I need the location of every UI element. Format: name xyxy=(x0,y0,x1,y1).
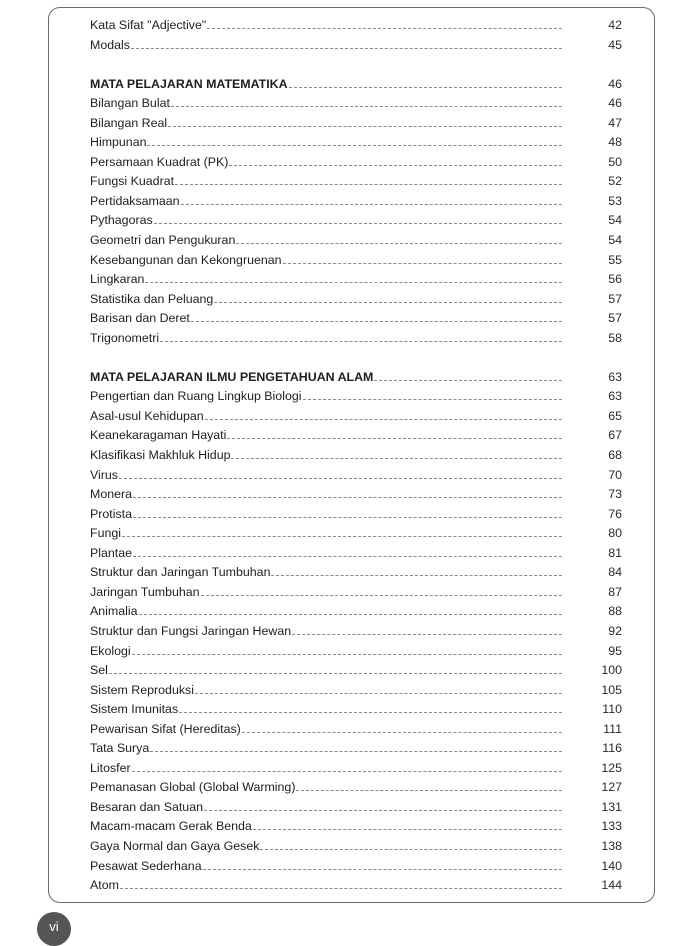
toc-entry[interactable] xyxy=(90,213,622,233)
toc-entry-page: 55 xyxy=(608,252,622,267)
toc-entry-page: 111 xyxy=(603,721,622,736)
dot-leader xyxy=(179,702,562,713)
toc-entry[interactable] xyxy=(90,859,622,879)
toc-entry-page: 53 xyxy=(608,193,622,208)
toc-entry-title: Pemanasan Global (Global Warming) xyxy=(90,780,296,795)
toc-entry-page: 116 xyxy=(602,741,622,756)
dot-leader xyxy=(271,565,562,576)
toc-entry-page: 50 xyxy=(608,154,622,169)
dot-leader xyxy=(205,409,562,420)
dot-leader xyxy=(133,507,562,518)
toc-entry-page: 46 xyxy=(608,96,622,111)
toc-entry[interactable] xyxy=(90,585,622,605)
toc-entry[interactable] xyxy=(90,761,622,781)
dot-leader xyxy=(150,741,562,752)
toc-entry-page: 131 xyxy=(601,799,622,814)
toc-entry-title: Lingkaran xyxy=(90,272,145,287)
toc-entry-page: 57 xyxy=(608,291,622,306)
dot-leader xyxy=(109,663,562,674)
dot-leader xyxy=(289,77,562,88)
toc-entry[interactable] xyxy=(90,624,622,644)
toc-entry-page: 63 xyxy=(608,389,622,404)
dot-leader xyxy=(120,878,562,889)
toc-entry[interactable] xyxy=(90,116,622,136)
toc-entry[interactable] xyxy=(90,389,622,409)
dot-leader xyxy=(171,96,562,107)
toc-entry-page: 81 xyxy=(608,545,622,560)
toc-entry-title: Barisan dan Deret xyxy=(90,311,190,326)
toc-entry-page: 68 xyxy=(608,448,622,463)
toc-entry-title: Sel xyxy=(90,663,108,678)
toc-entry[interactable] xyxy=(90,428,622,448)
toc-entry[interactable] xyxy=(90,409,622,429)
toc-entry[interactable] xyxy=(90,507,622,527)
toc-entry-title: Sistem Reproduksi xyxy=(90,682,194,697)
toc-entry-page: 56 xyxy=(608,272,622,287)
dot-leader xyxy=(195,683,562,694)
dot-leader xyxy=(231,448,562,459)
toc-entry-title: Pewarisan Sifat (Hereditas) xyxy=(90,721,241,736)
dot-leader xyxy=(131,38,562,49)
toc-entry-title: Monera xyxy=(90,487,133,502)
dot-leader xyxy=(122,526,562,537)
toc-entry-page: 84 xyxy=(608,565,622,580)
toc-entry-title: Besaran dan Satuan xyxy=(90,799,203,814)
toc-entry[interactable] xyxy=(90,878,622,898)
toc-entry-title: Asal-usul Kehidupan xyxy=(90,408,204,423)
toc-entry-title: MATA PELAJARAN MATEMATIKA xyxy=(90,76,288,91)
toc-entry-page: 127 xyxy=(601,780,622,795)
dot-leader xyxy=(191,311,562,322)
toc-entry-page: 67 xyxy=(608,428,622,443)
section-spacer xyxy=(90,350,622,370)
toc-entry[interactable] xyxy=(90,663,622,683)
toc-entry[interactable] xyxy=(90,174,622,194)
toc-entry-page: 58 xyxy=(608,330,622,345)
toc-entry-title: Pythagoras xyxy=(90,213,153,228)
dot-leader xyxy=(283,253,562,264)
toc-entry-title: Geometri dan Pengukuran xyxy=(90,233,236,248)
dot-leader xyxy=(207,18,562,29)
toc-entry-title: Trigonometri xyxy=(90,330,160,345)
toc-entry[interactable] xyxy=(90,135,622,155)
toc-entry-title: Pesawat Sederhana xyxy=(90,858,202,873)
dot-leader xyxy=(181,194,562,205)
toc-entry[interactable] xyxy=(90,292,622,312)
toc-entry-title: Atom xyxy=(90,878,119,893)
toc-entry-title: Sistem Imunitas xyxy=(90,702,179,717)
toc-entry-page: 65 xyxy=(608,408,622,423)
toc-entry-title: Jaringan Tumbuhan xyxy=(90,584,200,599)
toc-entry-title: Fungsi Kuadrat xyxy=(90,174,175,189)
toc-entry-title: Pertidaksamaan xyxy=(90,193,180,208)
toc-entry-title: Struktur dan Fungsi Jaringan Hewan xyxy=(90,623,292,638)
toc-entry-title: Animalia xyxy=(90,604,138,619)
toc-entry-title: Protista xyxy=(90,506,133,521)
toc-entry-page: 48 xyxy=(608,135,622,150)
toc-entry-title: Litosfer xyxy=(90,760,131,775)
toc-entry-title: Keanekaragaman Hayati xyxy=(90,428,227,443)
toc-entry[interactable] xyxy=(90,800,622,820)
toc-entry[interactable] xyxy=(90,18,622,38)
toc-entry[interactable] xyxy=(90,819,622,839)
toc-entry[interactable] xyxy=(90,546,622,566)
toc-section-heading[interactable] xyxy=(90,370,622,390)
dot-leader xyxy=(292,624,562,635)
toc-entry[interactable] xyxy=(90,526,622,546)
page-number-badge: vi xyxy=(37,912,71,946)
toc-entry[interactable] xyxy=(90,233,622,253)
toc-entry[interactable] xyxy=(90,448,622,468)
toc-entry-title: Pengertian dan Ruang Lingkup Biologi xyxy=(90,389,302,404)
toc-entry-page: 70 xyxy=(608,467,622,482)
toc-entry-page: 110 xyxy=(602,702,622,717)
toc-entry-title: Statistika dan Peluang xyxy=(90,291,214,306)
toc-entry[interactable] xyxy=(90,331,622,351)
toc-entry-page: 54 xyxy=(608,233,622,248)
toc-entry-title: Kata Sifat "Adjective" xyxy=(90,18,207,32)
toc-entry-page: 100 xyxy=(601,663,622,678)
dot-leader xyxy=(201,585,562,596)
dot-leader xyxy=(236,233,562,244)
toc-section-heading[interactable] xyxy=(90,77,622,97)
toc-entry-page: 46 xyxy=(608,76,622,91)
toc-entry-title: Himpunan xyxy=(90,135,147,150)
dot-leader xyxy=(227,428,562,439)
toc-entry-page: 144 xyxy=(601,878,622,893)
dot-leader xyxy=(204,800,562,811)
dot-leader xyxy=(145,272,562,283)
dot-leader xyxy=(147,135,562,146)
toc-entry-page: 80 xyxy=(608,526,622,541)
dot-leader xyxy=(119,468,562,479)
toc-entry[interactable] xyxy=(90,194,622,214)
toc-entry-page: 87 xyxy=(608,584,622,599)
toc-entry-title: Struktur dan Jaringan Tumbuhan xyxy=(90,565,271,580)
toc-entry-title: Gaya Normal dan Gaya Gesek xyxy=(90,838,260,853)
table-of-contents xyxy=(90,18,622,898)
dot-leader xyxy=(139,604,562,615)
dot-leader xyxy=(296,780,562,791)
dot-leader xyxy=(203,859,562,870)
dot-leader xyxy=(242,722,562,733)
toc-entry-title: Kesebangunan dan Kekongruenan xyxy=(90,252,282,267)
dot-leader xyxy=(253,819,562,830)
toc-entry-page: 54 xyxy=(608,213,622,228)
toc-entry-page: 47 xyxy=(608,115,622,130)
toc-entry-page: 105 xyxy=(601,682,622,697)
toc-entry[interactable] xyxy=(90,253,622,273)
toc-entry[interactable] xyxy=(90,722,622,742)
toc-entry-page: 95 xyxy=(608,643,622,658)
toc-entry[interactable] xyxy=(90,604,622,624)
toc-entry[interactable] xyxy=(90,487,622,507)
toc-entry-page: 63 xyxy=(608,369,622,384)
toc-entry-page: 73 xyxy=(608,487,622,502)
toc-entry-page: 76 xyxy=(608,506,622,521)
toc-entry[interactable] xyxy=(90,468,622,488)
toc-entry-page: 42 xyxy=(608,18,622,32)
toc-entry-title: Plantae xyxy=(90,545,133,560)
toc-entry-title: Ekologi xyxy=(90,643,131,658)
toc-entry-title: Virus xyxy=(90,467,119,482)
dot-leader xyxy=(133,546,562,557)
toc-entry-page: 125 xyxy=(601,760,622,775)
toc-entry[interactable] xyxy=(90,272,622,292)
toc-entry-page: 57 xyxy=(608,311,622,326)
dot-leader xyxy=(175,174,562,185)
section-spacer xyxy=(90,57,622,77)
toc-entry-page: 133 xyxy=(601,819,622,834)
dot-leader xyxy=(160,331,562,342)
dot-leader xyxy=(132,644,562,655)
toc-entry-title: Macam-macam Gerak Benda xyxy=(90,819,252,834)
dot-leader xyxy=(229,155,562,166)
toc-entry[interactable] xyxy=(90,565,622,585)
toc-entry[interactable] xyxy=(90,741,622,761)
toc-entry-title: Fungi xyxy=(90,526,121,541)
toc-entry[interactable] xyxy=(90,683,622,703)
toc-entry-title: Bilangan Bulat xyxy=(90,96,170,111)
toc-entry[interactable] xyxy=(90,839,622,859)
toc-entry-page: 52 xyxy=(608,174,622,189)
toc-entry-title: Bilangan Real xyxy=(90,115,168,130)
toc-entry-title: Klasifikasi Makhluk Hidup xyxy=(90,448,231,463)
toc-entry[interactable] xyxy=(90,644,622,664)
toc-entry[interactable] xyxy=(90,780,622,800)
dot-leader xyxy=(154,213,562,224)
toc-entry-page: 140 xyxy=(601,858,622,873)
toc-entry-title: Tata Surya xyxy=(90,741,150,756)
toc-entry[interactable] xyxy=(90,311,622,331)
dot-leader xyxy=(303,389,563,400)
toc-entry-page: 45 xyxy=(608,37,622,52)
dot-leader xyxy=(133,487,562,498)
toc-entry[interactable] xyxy=(90,702,622,722)
dot-leader xyxy=(132,761,562,772)
dot-leader xyxy=(214,292,562,303)
toc-entry[interactable] xyxy=(90,155,622,175)
toc-entry[interactable] xyxy=(90,96,622,116)
dot-leader xyxy=(260,839,562,850)
toc-entry-title: Modals xyxy=(90,37,130,52)
dot-leader xyxy=(374,370,562,381)
toc-entry-page: 88 xyxy=(608,604,622,619)
toc-entry[interactable] xyxy=(90,38,622,58)
toc-entry-page: 138 xyxy=(601,838,622,853)
toc-entry-title: Persamaan Kuadrat (PK) xyxy=(90,154,229,169)
toc-entry-page: 92 xyxy=(608,623,622,638)
toc-entry-title: MATA PELAJARAN ILMU PENGETAHUAN ALAM xyxy=(90,369,374,384)
dot-leader xyxy=(168,116,562,127)
